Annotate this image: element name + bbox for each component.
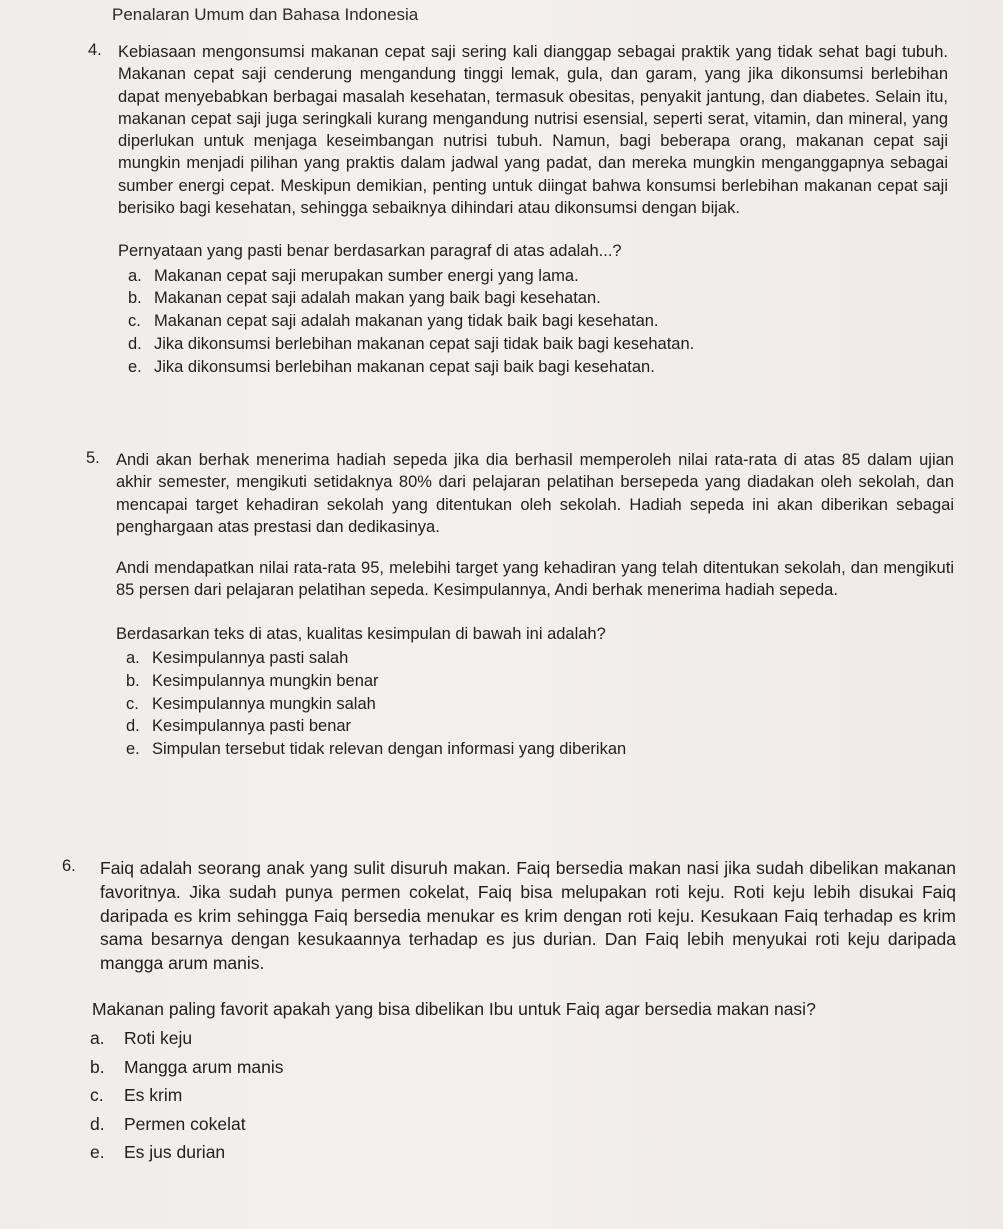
option-text: Kesimpulannya mungkin benar	[152, 671, 379, 690]
question-4	[88, 41, 948, 379]
option-a[interactable]	[90, 1024, 956, 1053]
question-number: 5.	[86, 449, 100, 467]
option-text: Makanan cepat saji adalah makanan yang tidak baik bagi kesehatan.	[154, 312, 659, 331]
question-passage: Kebiasaan mengonsumsi makanan cepat saji sering kali dianggap sebagai praktik yang tidak sehat bagi tubuh. Makanan cepat saji cenderung mengandung tinggi lemak, gula, dan garam, yang jika dikonsumsi berlebihan dapat menyebabkan berbagai masalah kesehatan, termasuk obesitas, penyakit jantung, dan diabetes. Selain itu, makanan cepat saji juga seringkali kurang mengandung nutrisi esensial, seperti serat, vitamin, dan mineral, yang diperlukan untuk menjaga keseimbangan nutrisi tubuh. Namun, bagi beberapa orang, makanan cepat saji mungkin menjadi pilihan yang praktis dalam jadwal yang padat, dan mereka mungkin menganggapnya sebagai sumber energi cepat. Meskipun demikian, penting untuk diingat bahwa konsumsi berlebihan makanan cepat saji berisiko bagi kesehatan, sehingga sebaiknya dihindari atau dikonsumsi dengan bijak.	[118, 43, 948, 218]
question-number: 6.	[62, 857, 76, 875]
option-text: Es krim	[124, 1085, 183, 1106]
option-b[interactable]	[128, 287, 948, 310]
option-d[interactable]	[128, 333, 948, 356]
question-passage: Andi akan berhak menerima hadiah sepeda jika dia berhasil memperoleh nilai rata-rata di atas 85 dalam ujian akhir semester, mengikuti setidaknya 80% dari pelajaran pelatihan bersepeda yang diadakan oleh sekolah, dan mencapai target kehadiran sekolah yang ditentukan oleh sekolah. Hadiah sepeda ini akan diberikan sebagai penghargaan atas prestasi dan dedikasinya.	[116, 451, 954, 536]
option-text: Jika dikonsumsi berlebihan makanan cepat saji tidak baik bagi kesehatan.	[154, 335, 695, 354]
option-e[interactable]	[128, 356, 948, 379]
option-list	[128, 265, 948, 379]
option-text: Roti keju	[124, 1028, 193, 1049]
option-b[interactable]	[126, 670, 954, 693]
option-letter: d.	[90, 1113, 105, 1134]
option-c[interactable]	[126, 693, 954, 716]
option-text: Kesimpulannya pasti benar	[152, 717, 352, 736]
option-text: Permen cokelat	[124, 1113, 246, 1134]
option-letter: e.	[90, 1142, 105, 1163]
option-letter: d.	[128, 335, 142, 354]
option-b[interactable]	[90, 1053, 956, 1082]
option-letter: c.	[128, 312, 141, 331]
option-text: Simpulan tersebut tidak relevan dengan informasi yang diberikan	[152, 740, 627, 759]
question-stem: Pernyataan yang pasti benar berdasarkan paragraf di atas adalah...?	[118, 242, 622, 261]
option-text: Makanan cepat saji merupakan sumber energi yang lama.	[154, 266, 579, 285]
option-a[interactable]	[128, 265, 948, 288]
option-letter: a.	[126, 649, 140, 668]
option-letter: c.	[90, 1085, 104, 1106]
question-stem: Berdasarkan teks di atas, kualitas kesimpulan di bawah ini adalah?	[116, 624, 606, 643]
option-letter: a.	[90, 1028, 105, 1049]
option-letter: e.	[128, 357, 142, 376]
option-text: Kesimpulannya mungkin salah	[152, 694, 376, 713]
question-stem: Makanan paling favorit apakah yang bisa dibelikan Ibu untuk Faiq agar bersedia makan nasi?	[92, 998, 816, 1019]
option-text: Jika dikonsumsi berlebihan makanan cepat saji baik bagi kesehatan.	[154, 357, 655, 376]
option-list	[126, 647, 954, 761]
question-5	[86, 449, 954, 761]
option-text: Makanan cepat saji adalah makan yang baik bagi kesehatan.	[154, 289, 601, 308]
option-text: Kesimpulannya pasti salah	[152, 649, 349, 668]
option-e[interactable]	[126, 738, 954, 761]
option-letter: e.	[126, 740, 140, 759]
option-letter: a.	[128, 266, 142, 285]
option-letter: b.	[126, 671, 140, 690]
option-letter: b.	[90, 1056, 105, 1077]
question-passage: Faiq adalah seorang anak yang sulit disuruh makan. Faiq bersedia makan nasi jika sudah dibelikan makanan favoritnya. Jika sudah punya permen cokelat, Faiq bisa melupakan roti keju. Roti keju lebih disukai Faiq daripada es krim sehingga Faiq bersedia menukar es krim dengan roti keju. Kesukaan Faiq terhadap es krim sama besarnya dengan kesukaannya terhadap es jus durian. Dan Faiq lebih menyukai roti keju daripada mangga arum manis.	[100, 858, 956, 974]
question-6	[62, 857, 956, 1167]
option-letter: b.	[128, 289, 142, 308]
option-letter: d.	[126, 717, 140, 736]
option-d[interactable]	[90, 1110, 956, 1139]
option-c[interactable]	[90, 1081, 956, 1110]
option-text: Mangga arum manis	[124, 1056, 284, 1077]
option-text: Es jus durian	[124, 1142, 226, 1163]
question-passage-conclusion: Andi mendapatkan nilai rata-rata 95, melebihi target yang kehadiran yang telah ditentukan sekolah, dan mengikuti 85 persen dari pelajaran pelatihan sepeda. Kesimpulannya, Andi berhak menerima hadiah sepeda.	[116, 559, 954, 600]
option-a[interactable]	[126, 647, 954, 670]
option-d[interactable]	[126, 715, 954, 738]
option-c[interactable]	[128, 310, 948, 333]
option-e[interactable]	[90, 1138, 956, 1167]
option-letter: c.	[126, 694, 139, 713]
section-header: Penalaran Umum dan Bahasa Indonesia	[112, 5, 419, 24]
option-list	[90, 1024, 956, 1167]
question-number: 4.	[88, 41, 102, 59]
